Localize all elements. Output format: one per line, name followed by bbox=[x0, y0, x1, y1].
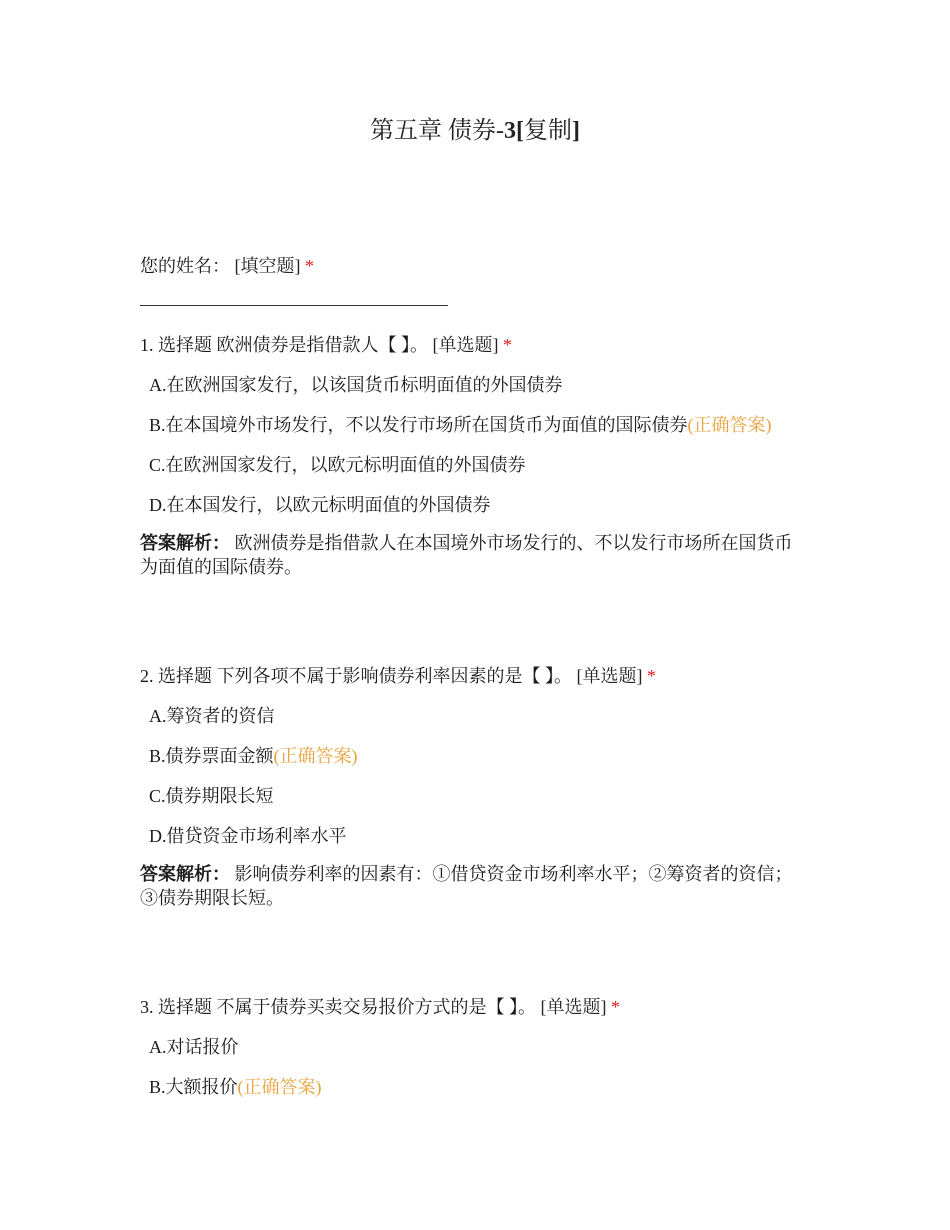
title-number: 3[ bbox=[504, 118, 524, 144]
analysis-text: 欧洲债券是指借款人在本国境外市场发行的、不以发行市场所在国货币为面值的国际债券。 bbox=[140, 533, 793, 577]
option-c[interactable] bbox=[140, 784, 820, 808]
question-type-tag: [单选题] bbox=[576, 666, 643, 686]
option-a[interactable] bbox=[140, 1035, 820, 1059]
option-b[interactable] bbox=[140, 744, 820, 768]
option-text: C.在欧洲国家发行，以欧元标明面值的外国债券 bbox=[149, 455, 526, 475]
option-text: B.债券票面金额 bbox=[149, 746, 274, 766]
analysis-label: 答案解析： bbox=[140, 864, 230, 884]
option-b[interactable] bbox=[140, 413, 820, 437]
question-type-tag: [单选题] bbox=[432, 335, 499, 355]
correct-answer-tag: (正确答案) bbox=[273, 746, 358, 766]
question-type-tag: [填空题] bbox=[234, 256, 301, 276]
question-title bbox=[140, 333, 820, 357]
option-d[interactable] bbox=[140, 824, 820, 848]
required-mark: * bbox=[647, 666, 656, 686]
answer-analysis bbox=[140, 862, 805, 910]
option-text: D.在本国发行，以欧元标明面值的外国债券 bbox=[149, 495, 491, 515]
analysis-text: 影响债券利率的因素有：①借贷资金市场利率水平；②筹资者的资信；③债券期限长短。 bbox=[140, 864, 793, 908]
option-a[interactable] bbox=[140, 704, 820, 728]
required-mark: * bbox=[305, 256, 314, 276]
option-b[interactable] bbox=[140, 1075, 820, 1099]
option-text: A.筹资者的资信 bbox=[149, 706, 275, 726]
option-c[interactable] bbox=[140, 453, 820, 477]
question-number: 3. bbox=[140, 997, 154, 1017]
name-question bbox=[140, 252, 314, 278]
question-stem: 选择题 欧洲债券是指借款人【 】。 bbox=[158, 335, 428, 355]
question-stem: 选择题 不属于债券买卖交易报价方式的是【 】。 bbox=[158, 997, 536, 1017]
answer-analysis bbox=[140, 531, 805, 579]
correct-answer-tag: (正确答案) bbox=[687, 415, 772, 435]
required-mark: * bbox=[503, 335, 512, 355]
option-text: B.大额报价 bbox=[149, 1077, 238, 1097]
page-title bbox=[0, 110, 950, 145]
question-2 bbox=[140, 664, 820, 910]
question-3 bbox=[140, 995, 820, 1099]
question-title bbox=[140, 664, 820, 688]
question-number: 1. bbox=[140, 335, 154, 355]
question-number: 2. bbox=[140, 666, 154, 686]
option-text: B.在本国境外市场发行，不以发行市场所在国货币为面值的国际债券 bbox=[149, 415, 688, 435]
option-text: A.对话报价 bbox=[149, 1037, 239, 1057]
option-text: A.在欧洲国家发行，以该国货币标明面值的外国债券 bbox=[149, 375, 563, 395]
correct-answer-tag: (正确答案) bbox=[237, 1077, 322, 1097]
title-close: ] bbox=[572, 118, 580, 144]
question-1 bbox=[140, 333, 820, 579]
option-a[interactable] bbox=[140, 373, 820, 397]
option-text: C.债券期限长短 bbox=[149, 786, 274, 806]
required-mark: * bbox=[611, 997, 620, 1017]
question-stem: 选择题 下列各项不属于影响债券利率因素的是【 】。 bbox=[158, 666, 572, 686]
title-copy: 复制 bbox=[524, 118, 572, 144]
option-text: D.借贷资金市场利率水平 bbox=[149, 826, 347, 846]
question-type-tag: [单选题] bbox=[540, 997, 607, 1017]
analysis-label: 答案解析： bbox=[140, 533, 230, 553]
option-d[interactable] bbox=[140, 493, 820, 517]
title-main: 第五章 债券- bbox=[370, 118, 504, 144]
name-label: 您的姓名： bbox=[140, 256, 230, 276]
question-title bbox=[140, 995, 820, 1019]
name-answer-line[interactable] bbox=[140, 305, 448, 306]
